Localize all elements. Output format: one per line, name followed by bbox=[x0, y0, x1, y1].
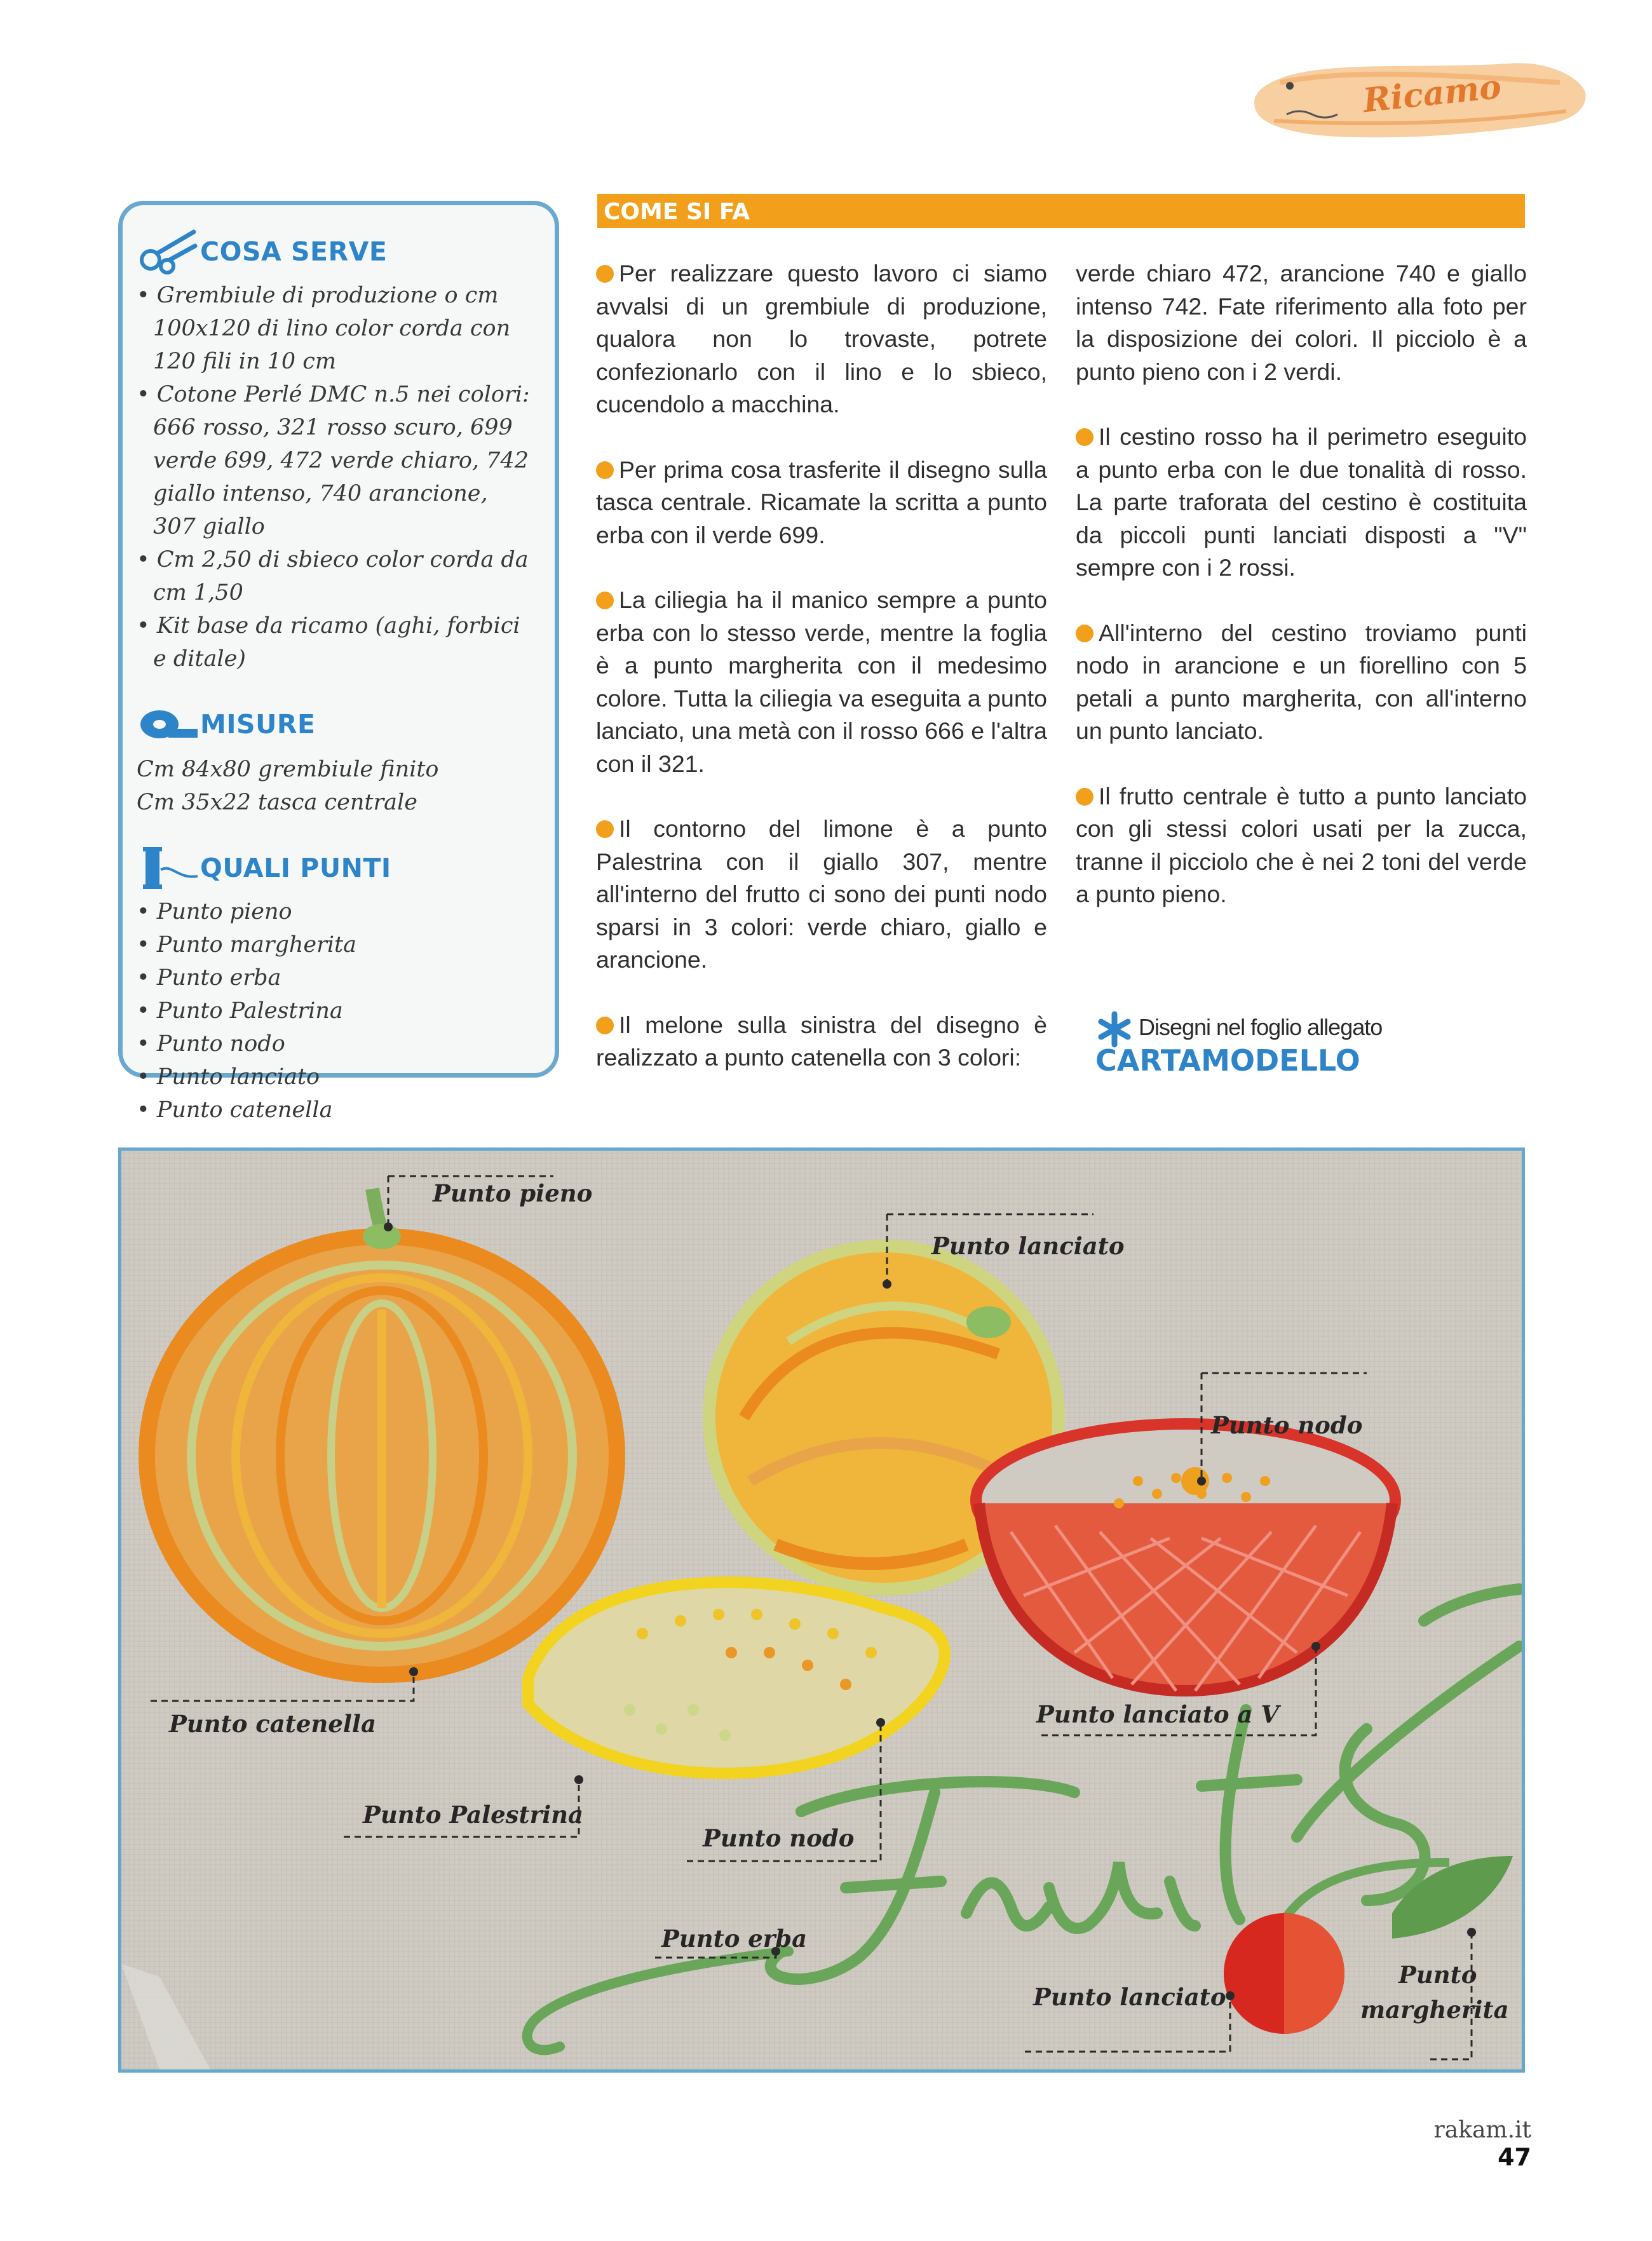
page-footer bbox=[1398, 2117, 1531, 2171]
instruction-paragraph: All'interno del cestino troviamo punti nodo in arancione e un fiorellino con 5 petali a punto margherita, con all'interno un punto lanciato. bbox=[1076, 619, 1527, 744]
list-item: • Punto nodo bbox=[137, 1027, 536, 1060]
bullet-dot-icon bbox=[596, 592, 614, 609]
instructions-column-2 bbox=[1076, 257, 1527, 944]
materials-list bbox=[137, 279, 536, 675]
label-punto-palestrina: Punto Palestrina bbox=[363, 1801, 584, 1829]
scissors-icon bbox=[137, 228, 200, 275]
label-punto-margherita-line1: Punto bbox=[1398, 1961, 1477, 1989]
list-item: • Punto Palestrina bbox=[137, 994, 536, 1027]
measurement-line: Cm 84x80 grembiule finito bbox=[137, 757, 439, 782]
instructions-header-bar bbox=[597, 194, 1525, 228]
bullet-dot-icon bbox=[596, 461, 614, 479]
instruction-paragraph: Il frutto centrale è tutto a punto lanciato con gli stessi colori usati per la zucca, tranne il picciolo che è nei 2 toni del verde a punto pieno. bbox=[1076, 782, 1527, 907]
label-punto-margherita-line2: margherita bbox=[1360, 1996, 1509, 2024]
list-item: • Punto erba bbox=[137, 961, 536, 994]
instruction-paragraph: Il melone sulla sinistra del disegno è realizzato a punto catenella con 3 colori: bbox=[596, 1011, 1047, 1071]
list-item: • Cm 2,50 di sbieco color corda da cm 1,50 bbox=[137, 543, 536, 609]
stitches-list bbox=[137, 895, 536, 1127]
list-item: • Punto lanciato bbox=[137, 1060, 536, 1093]
instruction-paragraph: Per realizzare questo lavoro ci siamo avvalsi di un grembiule di produzione, qualora non lo trovaste, potrete confezionarlo con il lino e lo sbieco, cucendolo a macchina. bbox=[596, 260, 1047, 417]
quali-punti-header bbox=[137, 844, 536, 891]
instruction-paragraph: verde chiaro 472, arancione 740 e giallo intenso 742. Fate riferimento alla foto per la disposizione dei colori. Il picciolo è a punto pieno con i 2 verdi. bbox=[1076, 260, 1527, 385]
list-item: • Punto pieno bbox=[137, 895, 536, 928]
instruction-paragraph: Per prima cosa trasferite il disegno sulla tasca centrale. Ricamate la scritta a punto erba con il verde 699. bbox=[596, 456, 1047, 548]
page-number: 47 bbox=[1498, 2143, 1531, 2171]
misure-header bbox=[137, 701, 536, 748]
thread-spool-icon bbox=[137, 844, 200, 891]
list-item: • Punto margherita bbox=[137, 928, 536, 961]
cartamodello-subtitle: Disegni nel foglio allegato bbox=[1139, 1014, 1383, 1040]
cosa-serve-title: COSA SERVE bbox=[200, 236, 388, 267]
list-item: • Cotone Perlé DMC n.5 nei colori: 666 rosso, 321 rosso scuro, 699 verde 699, 472 verde chiaro, 742 giallo intenso, 740 arancione, 307 giallo bbox=[137, 378, 536, 543]
footer-site: rakam.it bbox=[1433, 2117, 1531, 2143]
asterisk-icon bbox=[1095, 1010, 1134, 1048]
instructions-title: COME SI FA bbox=[604, 199, 750, 225]
measurements bbox=[137, 753, 536, 819]
label-punto-lanciato-v: Punto lanciato a V bbox=[1036, 1700, 1279, 1728]
list-item: • Kit base da ricamo (aghi, forbici e ditale) bbox=[137, 609, 536, 675]
label-punto-catenella: Punto catenella bbox=[169, 1710, 376, 1738]
bullet-dot-icon bbox=[1076, 428, 1093, 446]
list-item: • Punto catenella bbox=[137, 1093, 536, 1127]
misure-title: MISURE bbox=[200, 709, 316, 740]
label-punto-lanciato-cherry: Punto lanciato bbox=[1033, 1983, 1226, 2011]
section-tag bbox=[1242, 44, 1598, 156]
embroidery-photo bbox=[118, 1148, 1525, 2073]
cosa-serve-header bbox=[137, 228, 536, 275]
instruction-paragraph: La ciliegia ha il manico sempre a punto erba con lo stesso verde, mentre la foglia è a punto margherita con il medesimo colore. Tutta la ciliegia va eseguita a punto lanciato, una metà con il rosso 666 e l'altra con il 321. bbox=[596, 586, 1047, 777]
instruction-paragraph: Il cestino rosso ha il perimetro eseguito a punto erba con le due tonalità di rosso. La parte traforata del cestino è costituita da piccoli punti lanciati disposti a "V" sempre con i 2 rossi. bbox=[1076, 423, 1527, 581]
measurement-line: Cm 35x22 tasca centrale bbox=[137, 790, 417, 815]
label-punto-nodo-lemon: Punto nodo bbox=[703, 1824, 855, 1852]
instruction-paragraph: Il contorno del limone è a punto Palestrina con il giallo 307, mentre all'interno del frutto ci sono dei punti nodo sparsi in 3 colori: verde chiaro, giallo e arancione. bbox=[596, 815, 1047, 973]
cartamodello-note bbox=[1095, 1010, 1426, 1087]
bullet-dot-icon bbox=[596, 820, 614, 838]
cartamodello-title: CARTAMODELLO bbox=[1095, 1043, 1360, 1078]
label-punto-lanciato-top: Punto lanciato bbox=[931, 1232, 1125, 1260]
label-punto-nodo-basket: Punto nodo bbox=[1211, 1411, 1363, 1439]
embroidery-illustration bbox=[121, 1151, 1522, 2069]
quali-punti-title: QUALI PUNTI bbox=[200, 853, 391, 883]
bullet-dot-icon bbox=[596, 265, 614, 283]
bullet-dot-icon bbox=[1076, 625, 1093, 642]
tape-measure-icon bbox=[137, 701, 200, 748]
bullet-dot-icon bbox=[596, 1017, 614, 1034]
label-punto-pieno: Punto pieno bbox=[433, 1179, 593, 1207]
instructions-column-1 bbox=[596, 257, 1047, 1107]
bullet-dot-icon bbox=[1076, 788, 1093, 806]
label-punto-erba: Punto erba bbox=[661, 1925, 808, 1953]
section-tag-label: Ricamo bbox=[1361, 67, 1503, 121]
list-item: • Grembiule di produzione o cm 100x120 di lino color corda con 120 fili in 10 cm bbox=[137, 279, 536, 378]
materials-sidebar bbox=[118, 201, 559, 1123]
